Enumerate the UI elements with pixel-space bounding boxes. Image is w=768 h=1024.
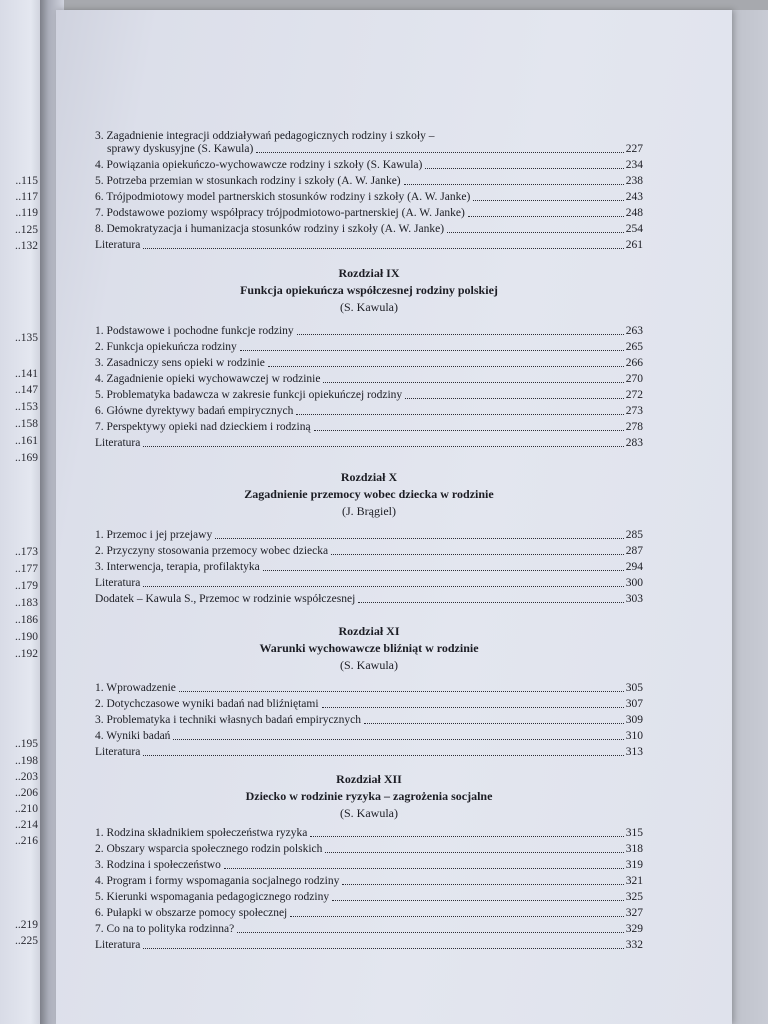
- toc-item-page: 278: [625, 421, 643, 433]
- dot-leader: [256, 152, 623, 153]
- toc-entry: [95, 905, 643, 920]
- toc-item-title: 6. Pułapki w obszarze pomocy społecznej: [95, 907, 288, 919]
- left-page-number: ..183: [15, 597, 38, 609]
- toc-item-page: 303: [625, 593, 643, 605]
- toc-entry: [95, 937, 643, 952]
- toc-item-title: 7. Podstawowe poziomy współpracy trójpodmiotowo-partnerskiej (A. W. Janke): [95, 207, 465, 219]
- toc-entry: [95, 841, 643, 856]
- left-page-number: ..153: [15, 401, 38, 413]
- chapter-label: Rozdział XI: [338, 624, 400, 638]
- left-page-number: ..141: [15, 368, 38, 380]
- toc-entry: [95, 559, 643, 574]
- toc-item-title: 3. Zagadnienie integracji oddziaływań pedagogicznych rodziny i szkoły –: [95, 130, 435, 142]
- toc-item-title: 5. Problematyka badawcza w zakresie funkcji opiekuńczej rodziny: [95, 389, 403, 401]
- toc-item-title: 1. Rodzina składnikiem społeczeństwa ryzyka: [95, 827, 308, 839]
- toc-entry: [107, 141, 643, 156]
- toc-entry: [95, 221, 643, 236]
- dot-leader: [224, 868, 624, 869]
- toc-item-title: 4. Wyniki badań: [95, 730, 171, 742]
- toc-item-page: 266: [625, 357, 643, 369]
- toc-item-page: 325: [625, 891, 643, 903]
- toc-entry: [95, 889, 643, 904]
- toc-entry: [95, 921, 643, 936]
- dot-leader: [143, 755, 623, 756]
- toc-item-page: 248: [625, 207, 643, 219]
- left-page-number: ..214: [15, 819, 38, 831]
- toc-item-page: 272: [625, 389, 643, 401]
- left-page-number: ..225: [15, 935, 38, 947]
- chapter-author: (J. Brągiel): [342, 504, 396, 518]
- toc-entry: [95, 744, 643, 759]
- toc-item-title: 8. Demokratyzacja i humanizacja stosunków rodziny i szkoły (A. W. Janke): [95, 223, 445, 235]
- toc-item-title: 2. Dotychczasowe wyniki badań nad bliźniętami: [95, 698, 319, 710]
- dot-leader: [342, 884, 623, 885]
- dot-leader: [325, 852, 623, 853]
- toc-entry: [95, 339, 643, 354]
- left-page-number: ..206: [15, 787, 38, 799]
- chapter-title: Warunki wychowawcze bliźniąt w rodzinie: [259, 641, 479, 655]
- chapter-label: Rozdział XII: [336, 772, 402, 786]
- toc-item-page: 294: [625, 561, 643, 573]
- chapter-title: Zagadnienie przemocy wobec dziecka w rodzinie: [244, 487, 494, 501]
- toc-item-title: 5. Kierunki wspomagania pedagogicznego rodziny: [95, 891, 330, 903]
- toc-item-title: Literatura: [95, 577, 141, 589]
- toc-item-title: 3. Interwencja, terapia, profilaktyka: [95, 561, 260, 573]
- dot-leader: [143, 586, 623, 587]
- toc-item-title: Literatura: [95, 437, 141, 449]
- left-page-number: ..161: [15, 435, 38, 447]
- dot-leader: [143, 446, 623, 447]
- left-page-number: ..192: [15, 648, 38, 660]
- toc-entry: [95, 387, 643, 402]
- toc-item-title: 3. Zasadniczy sens opieki w rodzinie: [95, 357, 265, 369]
- toc-item-title: 2. Przyczyny stosowania przemocy wobec dziecka: [95, 545, 329, 557]
- toc-item-page: 254: [625, 223, 643, 235]
- dot-leader: [263, 570, 624, 571]
- toc-item-page: 310: [625, 730, 643, 742]
- toc-item-title: 3. Rodzina i społeczeństwo: [95, 859, 221, 871]
- dot-leader: [179, 691, 624, 692]
- toc-entry: [95, 825, 643, 840]
- toc-item-page: 238: [625, 175, 643, 187]
- dot-leader: [240, 350, 624, 351]
- toc-entry: [95, 371, 643, 386]
- dot-leader: [468, 216, 624, 217]
- toc-entry: [95, 728, 643, 743]
- left-page-number: ..190: [15, 631, 38, 643]
- toc-entry: [95, 237, 643, 252]
- dot-leader: [331, 554, 624, 555]
- toc-entry: [95, 543, 643, 558]
- left-page-number: ..177: [15, 563, 38, 575]
- left-page-number: ..179: [15, 580, 38, 592]
- toc-item-page: 315: [625, 827, 643, 839]
- toc-item-page: 313: [625, 746, 643, 758]
- chapter-author: (S. Kawula): [340, 806, 398, 820]
- toc-item-page: 287: [625, 545, 643, 557]
- dot-leader: [297, 334, 624, 335]
- dot-leader: [290, 916, 624, 917]
- toc-entry: [95, 205, 643, 220]
- left-page-number: ..169: [15, 452, 38, 464]
- dot-leader: [143, 248, 623, 249]
- dot-leader: [358, 602, 623, 603]
- left-page-number: ..132: [15, 240, 38, 252]
- dot-leader: [296, 414, 623, 415]
- toc-item-page: 261: [625, 239, 643, 251]
- left-page-number: ..216: [15, 835, 38, 847]
- dot-leader: [143, 948, 623, 949]
- toc-item-page: 319: [625, 859, 643, 871]
- toc-item-title: 1. Wprowadzenie: [95, 682, 176, 694]
- dot-leader: [215, 538, 624, 539]
- toc-entry: [95, 323, 643, 338]
- toc-entry: [95, 355, 643, 370]
- dot-leader: [447, 232, 624, 233]
- toc-entry: [95, 591, 643, 606]
- toc-entry: [95, 419, 643, 434]
- left-page-number: ..173: [15, 546, 38, 558]
- toc-item-title: 5. Potrzeba przemian w stosunkach rodziny i szkoły (A. W. Janke): [95, 175, 401, 187]
- dot-leader: [425, 168, 623, 169]
- dot-leader: [322, 707, 624, 708]
- toc-entry: [95, 575, 643, 590]
- dot-leader: [268, 366, 624, 367]
- toc-item-title: Literatura: [95, 239, 141, 251]
- toc-item-page: 263: [625, 325, 643, 337]
- dot-leader: [237, 932, 624, 933]
- toc-item-page: 285: [625, 529, 643, 541]
- dot-leader: [364, 723, 624, 724]
- toc-entry: [95, 435, 643, 450]
- toc-item-page: 307: [625, 698, 643, 710]
- toc-entry: [95, 173, 643, 188]
- left-page-number: ..186: [15, 614, 38, 626]
- toc-item-page: 305: [625, 682, 643, 694]
- left-page-number: ..210: [15, 803, 38, 815]
- toc-item-title: 1. Podstawowe i pochodne funkcje rodziny: [95, 325, 294, 337]
- toc-item-title: 7. Perspektywy opieki nad dzieckiem i rodziną: [95, 421, 311, 433]
- toc-entry: [95, 873, 643, 888]
- toc-item-page: 327: [625, 907, 643, 919]
- toc-entry: [95, 189, 643, 204]
- left-page: [0, 0, 44, 1024]
- toc-item-page: 309: [625, 714, 643, 726]
- toc-item-title: 2. Funkcja opiekuńcza rodziny: [95, 341, 237, 353]
- dot-leader: [314, 430, 624, 431]
- toc-item-title: Literatura: [95, 746, 141, 758]
- toc-item-title: Literatura: [95, 939, 141, 951]
- toc-item-page: 265: [625, 341, 643, 353]
- dot-leader: [404, 184, 624, 185]
- dot-leader: [405, 398, 624, 399]
- toc-item-page: 321: [625, 875, 643, 887]
- toc-item-page: 283: [625, 437, 643, 449]
- left-page-number: ..147: [15, 384, 38, 396]
- toc-item-page: 234: [625, 159, 643, 171]
- toc-item-page: 318: [625, 843, 643, 855]
- toc-entry: [95, 696, 643, 711]
- left-page-number: ..115: [15, 175, 38, 187]
- chapter-author: (S. Kawula): [340, 658, 398, 672]
- toc-item-page: 300: [625, 577, 643, 589]
- toc-entry: [95, 403, 643, 418]
- toc-page: [56, 10, 732, 1024]
- dot-leader: [173, 739, 623, 740]
- left-page-number: ..117: [15, 191, 38, 203]
- toc-item-page: 273: [625, 405, 643, 417]
- toc-item-title: 6. Trójpodmiotowy model partnerskich stosunków rodziny i szkoły (A. W. Janke): [95, 191, 471, 203]
- toc-entry: [95, 712, 643, 727]
- dot-leader: [323, 382, 623, 383]
- toc-item-page: 243: [625, 191, 643, 203]
- background-surface-right: [732, 10, 768, 1024]
- toc-item-title: 4. Powiązania opiekuńczo-wychowawcze rodziny i szkoły (S. Kawula): [95, 159, 423, 171]
- toc-item-title: sprawy dyskusyjne (S. Kawula): [107, 143, 254, 155]
- toc-item-page: 332: [625, 939, 643, 951]
- toc-item-title: 4. Zagadnienie opieki wychowawczej w rodzinie: [95, 373, 321, 385]
- left-page-number: ..158: [15, 418, 38, 430]
- toc-entry: [95, 157, 643, 172]
- toc-item-title: 3. Problematyka i techniki własnych badań empirycznych: [95, 714, 362, 726]
- left-page-number: ..135: [15, 332, 38, 344]
- dot-leader: [473, 200, 623, 201]
- toc-entry: [95, 680, 643, 695]
- chapter-label: Rozdział IX: [338, 266, 400, 280]
- toc-item-page: 227: [625, 143, 643, 155]
- chapter-label: Rozdział X: [340, 470, 398, 484]
- toc-item-title: 4. Program i formy wspomagania socjalnego rodziny: [95, 875, 340, 887]
- dot-leader: [332, 900, 624, 901]
- toc-item-page: 270: [625, 373, 643, 385]
- toc-item-page: 329: [625, 923, 643, 935]
- toc-item-title: Dodatek – Kawula S., Przemoc w rodzinie współczesnej: [95, 593, 356, 605]
- chapter-title: Funkcja opiekuńcza współczesnej rodziny polskiej: [240, 283, 498, 297]
- toc-entry: [95, 857, 643, 872]
- left-page-number: ..203: [15, 771, 38, 783]
- toc-entry: [95, 527, 643, 542]
- toc-item-title: 1. Przemoc i jej przejawy: [95, 529, 213, 541]
- left-page-number: ..198: [15, 755, 38, 767]
- chapter-author: (S. Kawula): [340, 300, 398, 314]
- left-page-number: ..125: [15, 224, 38, 236]
- left-page-number: ..195: [15, 738, 38, 750]
- dot-leader: [310, 836, 623, 837]
- left-page-number: ..219: [15, 919, 38, 931]
- toc-item-title: 7. Co na to polityka rodzinna?: [95, 923, 235, 935]
- toc-item-title: 6. Główne dyrektywy badań empirycznych: [95, 405, 294, 417]
- chapter-title: Dziecko w rodzinie ryzyka – zagrożenia socjalne: [245, 789, 493, 803]
- left-page-number: ..119: [15, 207, 38, 219]
- toc-item-title: 2. Obszary wsparcia społecznego rodzin polskich: [95, 843, 323, 855]
